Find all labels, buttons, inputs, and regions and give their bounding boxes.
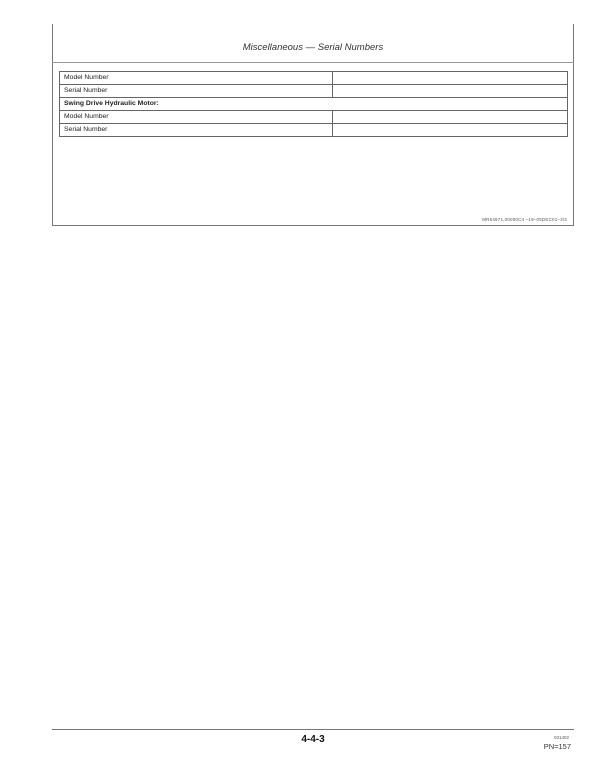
table-row — [60, 72, 568, 85]
row-value-field — [333, 111, 568, 124]
footer-pn: PN=157 — [543, 742, 571, 751]
page-number: 4-4-3 — [301, 734, 325, 745]
row-value-field — [333, 85, 568, 98]
row-label: Serial Number — [60, 124, 333, 137]
footer-date-code: 031402 — [553, 735, 569, 740]
row-value-field — [333, 72, 568, 85]
row-label: Serial Number — [60, 85, 333, 98]
footer-divider — [52, 729, 574, 730]
row-value-field — [333, 124, 568, 137]
table-section-heading-row — [60, 98, 568, 111]
table-row — [60, 124, 568, 137]
table-row — [60, 111, 568, 124]
document-reference-code: MR64971,00000C4 –19–05DEC01–3/3 — [482, 217, 567, 222]
section-title: Miscellaneous — Serial Numbers — [242, 42, 384, 53]
table-row — [60, 85, 568, 98]
serial-number-table — [59, 71, 568, 137]
title-divider — [52, 62, 574, 63]
section-heading-swing-drive-motor: Swing Drive Hydraulic Motor: — [60, 98, 568, 111]
row-label: Model Number — [60, 111, 333, 124]
row-label: Model Number — [60, 72, 333, 85]
